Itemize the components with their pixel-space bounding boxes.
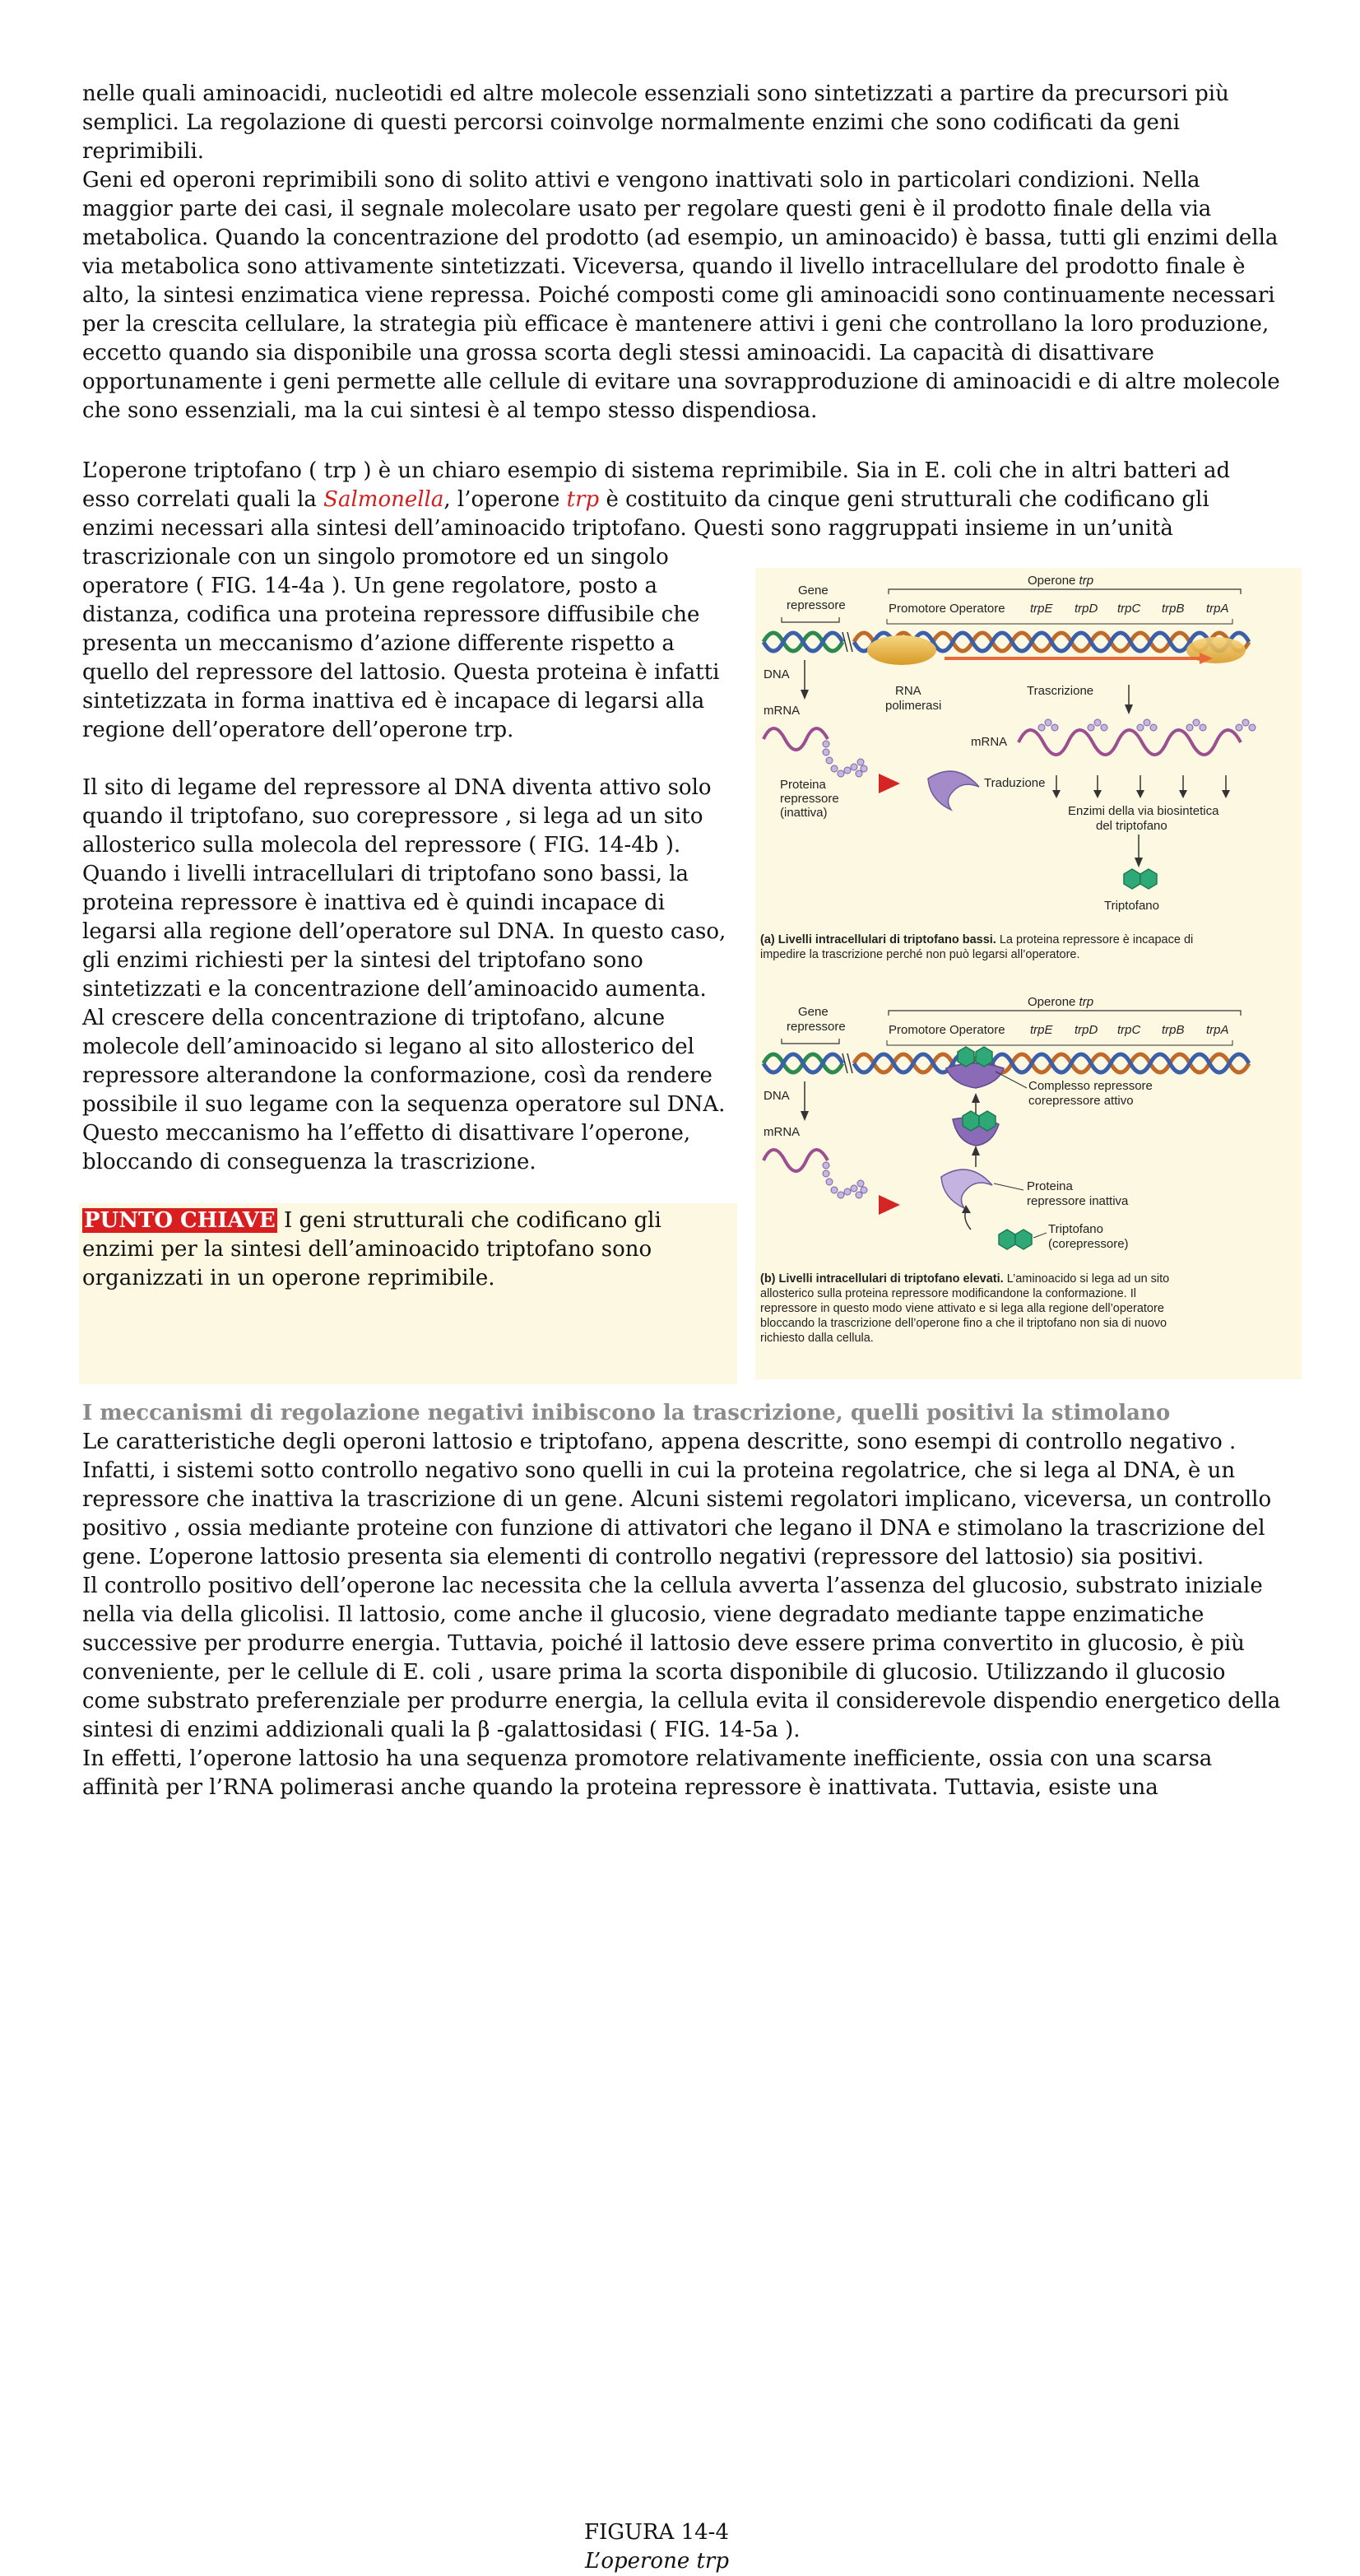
key-point-text: I geni strutturali che codificano gli enzimi per la sintesi dell’aminoacido triptofano sono organizzati in un operone reprimibile. — [82, 1208, 661, 1290]
control-paragraph-1: Le caratteristiche degli operoni lattosio e triptofano, appena descritte, sono esempi di controllo negativo . Infatti, i sistemi sotto controllo negativo sono quelli in cui la proteina regolatrice, che si lega al DNA, è un repressore che inattiva la trascrizione di un gene. Alcuni sistemi regolatori implicano, viceversa, un controllo positivo , ossia mediante proteine con funzione di attivatori che legano il DNA e stimolano la trascrizione del gene. L’operone lattosio presenta sia elementi di controllo negativi (repressore del lattosio) sia positivi. — [82, 1430, 1272, 1569]
triptofano-label-a: Triptofano — [1104, 899, 1159, 913]
svg-text:trpD: trpD — [1075, 1023, 1098, 1037]
intro-text: nelle quali aminoacidi, nucleotidi ed altre molecole essenziali sono sintetizzati a partire da precursori più semplici. La regolazione di questi percorsi coinvolge normalmente enzimi che sono codificati da geni reprimibili. — [82, 81, 1229, 164]
trp-paragraph — [82, 457, 1283, 543]
triptofano-corepressore-1: Triptofano — [1048, 1222, 1103, 1236]
svg-text:trpB: trpB — [1162, 602, 1185, 616]
control-paragraph-3: In effetti, l’operone lattosio ha una sequenza promotore relativamente inefficiente, ossia con una scarsa affinità per l’RNA polimerasi anche quando la proteina repressore è inattivata. Tuttavia, esiste una — [82, 1746, 1213, 1800]
dna-label-a: DNA — [764, 667, 790, 681]
translation-arrows — [1056, 775, 1226, 792]
svg-text:repressore in questo modo vien: repressore in questo modo viene attivato e si lega alla regione dell’operatore — [760, 1302, 1164, 1315]
operone-label-a: Operone trp — [1028, 574, 1094, 588]
key-point-paragraph — [82, 1207, 732, 1293]
gene-repressore-b1: Gene — [798, 1005, 829, 1019]
dna-helix-b — [764, 1054, 1249, 1072]
figure-title: L’operone trp — [585, 2549, 729, 2574]
proteina-inattiva-1: Proteina — [1027, 1179, 1073, 1193]
enzimi-label-2: del triptofano — [1096, 819, 1167, 833]
gene-labels-a — [1030, 602, 1229, 616]
tryptophan-molecule-b — [999, 1230, 1032, 1249]
rna-polymerase-a — [867, 635, 936, 665]
mrna-strand-b — [764, 1150, 828, 1171]
svg-text:allosterico sulla proteina rep: allosterico sulla proteina repressore modificandone la conformazione. Il — [760, 1287, 1136, 1300]
trp-text-c: è costituito da cinque geni strutturali che codificano gli enzimi necessari alla sintesi dell’aminoacido triptofano. Questi sono raggruppati insieme in un’unità — [82, 487, 1209, 541]
repressor-inactive-a — [928, 771, 979, 810]
caption-a-line1: (a) Livelli intracellulari di triptofano bassi. La proteina repressore è incapace di — [760, 933, 1194, 946]
svg-text:trpE: trpE — [1030, 1023, 1053, 1037]
complesso-label-1: Complesso repressore — [1028, 1079, 1153, 1093]
svg-text:trpD: trpD — [1075, 602, 1098, 616]
proteina-rep-a1: Proteina — [780, 778, 826, 792]
operone-label-b: Operone trp — [1028, 995, 1094, 1009]
svg-text:trpC: trpC — [1117, 1023, 1141, 1037]
caption-b — [760, 1272, 1169, 1345]
figure-number: FIGURA 14-4 — [583, 2520, 729, 2545]
proteina-rep-a3: (inattiva) — [780, 806, 828, 820]
left-col-paragraph-2: Il sito di legame del repressore al DNA diventa attivo solo quando il triptofano, suo corepressore , si lega ad un sito allosterico sulla molecola del repressore ( FIG. 14-4b ). Quando i livelli intracellulari di triptofano sono bassi, la proteina repressore è inattiva ed è quindi incapace di legarsi alla regione dell’operatore sul DNA. In questo caso, gli enzimi richiesti per la sintesi del triptofano sono sintetizzati e la concentrazione dell’aminoacido aumenta. Al crescere della concentrazione di triptofano, alcune molecole dell’aminoacido si legano al sito allosterico del repressore alterandone la conformazione, così da rendere possibile il suo legame con la sequenza operatore sul DNA. Questo meccanismo ha l’effetto di disattivare l’operone, bloccando di conseguenza la trascrizione. — [82, 775, 726, 1174]
traduzione-label: Traduzione — [984, 776, 1046, 790]
svg-text:trpB: trpB — [1162, 1023, 1185, 1037]
proteina-rep-a2: repressore — [780, 792, 839, 806]
rna-polimerasi-a2: polimerasi — [885, 699, 942, 713]
repressible-paragraph: Geni ed operoni reprimibili sono di solito attivi e vengono inattivati solo in particolari condizioni. Nella maggior parte dei casi, il segnale molecolare usato per regolare questi geni è il prodotto finale della via metabolica. Quando la concentrazione del prodotto (ad esempio, un aminoacido) è bassa, tutti gli enzimi della via metabolica sono attivamente sintetizzati. Viceversa, quando il livello intracellulare del prodotto finale è alto, la sintesi enzimatica viene repressa. Poiché composti come gli aminoacidi sono continuamente necessari per la crescita cellulare, la strategia più efficace è mantenere attivi i geni che controllano la loro produzione, eccetto quando sia disponibile una grossa scorta degli stessi aminoacidi. La capacità di disattivare opportunamente i geni permette alle cellule di evitare una sovrapproduzione di aminoacidi e di altre molecole che sono essenziali, ma la cui sintesi è al tempo stesso dispendiosa. — [82, 168, 1280, 423]
left-column — [82, 543, 732, 1177]
control-section — [82, 1428, 1283, 1802]
panel-a — [760, 574, 1256, 961]
salmonella-term: Salmonella — [323, 487, 444, 512]
promotore-a: Promotore — [889, 602, 947, 616]
enzimi-label-1: Enzimi della via biosintetica — [1068, 804, 1219, 818]
promotore-b: Promotore — [889, 1023, 947, 1037]
mrna-strand-a — [764, 728, 828, 750]
figure-caption — [540, 2518, 729, 2576]
svg-text:trpA: trpA — [1206, 1023, 1229, 1037]
svg-text:bloccando la trascrizione dell: bloccando la trascrizione dell’operone fino a che il triptofano non sia di nuovo — [760, 1317, 1167, 1330]
gene-repressore-a2: repressore — [787, 598, 846, 612]
svg-text:richiesto dalla cellula.: richiesto dalla cellula. — [760, 1332, 874, 1345]
trp-text-a: L’operone triptofano ( trp ) è un chiaro esempio di sistema reprimibile. Sia in E. coli che in altri batteri ad esso correlati quali la — [82, 458, 1231, 512]
complesso-label-2: corepressore attivo — [1028, 1094, 1134, 1108]
trp-term: trp — [566, 487, 600, 512]
control-paragraph-2: Il controllo positivo dell’operone lac necessita che la cellula avverta l’assenza del glucosio, substrato iniziale nella via della glicolisi. Il lattosio, come anche il glucosio, viene degradato mediante tappe enzimatiche successive per produrre energia. Tuttavia, poiché il lattosio deve essere prima convertito in glucosio, è più conveniente, per le cellule di E. coli , usare prima la scorta disponibile di glucosio. Utilizzando il glucosio come substrato preferenziale per produrre energia, la cellula evita il considerevole dispendio energetico della sintesi di enzimi addizionali quali la β -galattosidasi ( FIG. 14-5a ). — [82, 1574, 1281, 1742]
rna-polimerasi-a1: RNA — [895, 684, 921, 698]
gene-labels-b — [1030, 1023, 1229, 1037]
intro-paragraph — [82, 80, 1283, 425]
gene-repressore-a1: Gene — [798, 584, 829, 598]
trascrizione-label: Trascrizione — [1027, 684, 1094, 698]
left-col-paragraph-1: trascrizionale con un singolo promotore ed un singolo operatore ( FIG. 14-4a ). Un gene regolatore, posto a distanza, codifica una proteina repressore diffusibile che presenta un meccanismo d’azione differente rispetto a quello del repressore del lattosio. Questa proteina è infatti sintetizzata in forma inattiva ed è incapace di legarsi alla regione dell’operatore dell’operone trp. — [82, 545, 720, 742]
repressor-inactive-b — [941, 1169, 992, 1208]
repressor-bound-operator — [946, 1063, 1004, 1088]
operatore-a: Operatore — [949, 602, 1005, 616]
dna-helix-a — [764, 633, 1249, 651]
gene-repressore-b2: repressore — [787, 1020, 846, 1034]
svg-text:(b) Livelli intracellulari di: (b) Livelli intracellulari di triptofano elevati. L’aminoacido si lega ad un sito — [760, 1272, 1170, 1286]
mrna-label-a2: mRNA — [971, 735, 1008, 749]
section-heading: I meccanismi di regolazione negativi inibiscono la trascrizione, quelli positivi la stimolano — [82, 1401, 1171, 1425]
trp-operon-figure — [755, 568, 1302, 1379]
key-point-label: PUNTO CHIAVE — [84, 1208, 276, 1233]
tryptophan-molecule-a — [1124, 869, 1157, 889]
proteina-inattiva-2: repressore inattiva — [1027, 1194, 1129, 1208]
svg-text:trpA: trpA — [1206, 602, 1229, 616]
dna-label-b: DNA — [764, 1089, 790, 1103]
svg-text:trpC: trpC — [1117, 602, 1141, 616]
panel-b — [760, 995, 1249, 1345]
mrna-label-b: mRNA — [764, 1125, 801, 1139]
trp-operon-diagram — [755, 568, 1302, 1379]
trp-text-b: , l’operone — [443, 487, 567, 512]
triptofano-corepressore-2: (corepressore) — [1048, 1237, 1129, 1251]
operatore-b: Operatore — [949, 1023, 1005, 1037]
mrna-label-a: mRNA — [764, 704, 801, 718]
svg-text:trpE: trpE — [1030, 602, 1053, 616]
caption-a-line2: impedire la trascrizione perché non può legarsi all’operatore. — [760, 948, 1080, 961]
